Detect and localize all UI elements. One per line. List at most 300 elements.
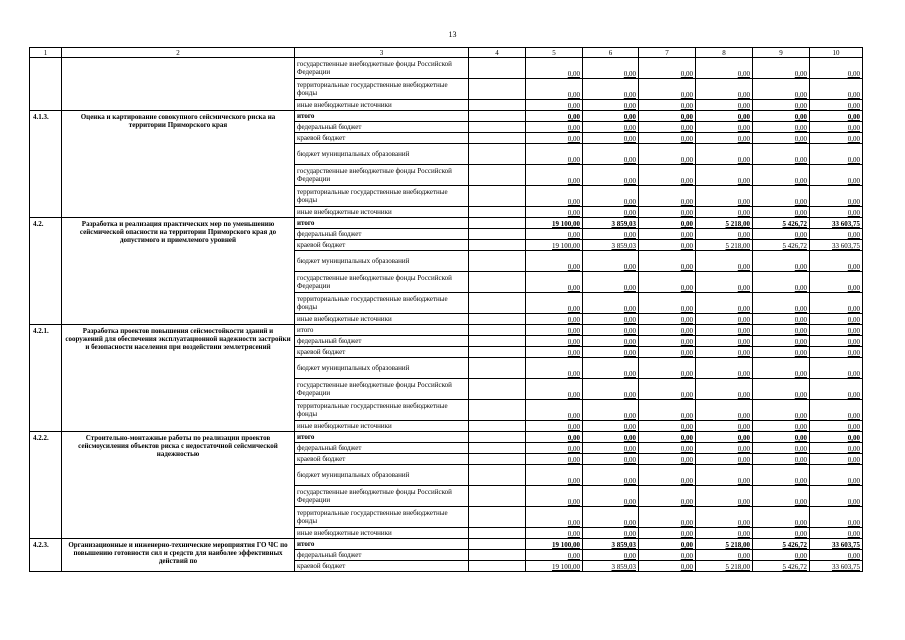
amount-value: 0,00 (794, 391, 807, 399)
amount-value: 5 218,00 (725, 563, 750, 571)
amount-value: 0,00 (623, 316, 636, 324)
amount-value: 0,00 (794, 477, 807, 485)
amount-value: 33 603,75 (832, 220, 860, 228)
item-name: Разработка и реализация практических мер по уменьшению сейсмической опасности на территории Приморского края до допустимого и приемлемого уровней (62, 218, 295, 325)
amount-value: 0,00 (737, 135, 750, 143)
amount-value: 0,00 (847, 530, 860, 538)
amount-value: 0,00 (737, 530, 750, 538)
amount-value: 5 218,00 (725, 541, 750, 549)
amount-value: 0,00 (680, 135, 693, 143)
amount-cell (696, 539, 753, 550)
amount-cell (810, 79, 863, 100)
amount-value: 0,00 (680, 124, 693, 132)
amount-value: 0,00 (567, 113, 580, 121)
amount-value: 0,00 (794, 370, 807, 378)
amount-cell (526, 111, 583, 122)
amount-cell (639, 443, 696, 454)
funding-source: территориальные государственные внебюджетные фонды (295, 293, 469, 314)
amount-value: 0,00 (680, 198, 693, 206)
funding-source: бюджет муниципальных образований (295, 251, 469, 272)
table-body (30, 48, 863, 572)
amount-cell (639, 58, 696, 79)
amount-cell (526, 133, 583, 144)
amount-cell (810, 240, 863, 251)
amount-value: 0,00 (567, 519, 580, 527)
amount-value: 0,00 (794, 445, 807, 453)
amount-value: 0,00 (680, 349, 693, 357)
amount-cell (583, 539, 639, 550)
amount-value: 0,00 (623, 102, 636, 110)
amount-cell (753, 79, 810, 100)
amount-cell (753, 144, 810, 165)
amount-cell (639, 465, 696, 486)
amount-cell (753, 358, 810, 379)
amount-value: 0,00 (737, 349, 750, 357)
amount-value: 0,00 (680, 370, 693, 378)
amount-cell (583, 186, 639, 207)
amount-cell (753, 133, 810, 144)
funding-source: бюджет муниципальных образований (295, 358, 469, 379)
amount-cell (753, 486, 810, 507)
amount-cell (526, 293, 583, 314)
amount-cell (696, 240, 753, 251)
amount-value: 0,00 (567, 135, 580, 143)
amount-value: 33 603,75 (832, 563, 860, 571)
item-code: 4.2.2. (30, 432, 62, 539)
item-name (62, 58, 295, 111)
amount-value: 0,00 (847, 477, 860, 485)
amount-cell (583, 347, 639, 358)
amount-cell (583, 465, 639, 486)
amount-cell (639, 79, 696, 100)
amount-value: 0,00 (737, 231, 750, 239)
amount-cell (583, 240, 639, 251)
amount-value: 0,00 (847, 391, 860, 399)
amount-cell (696, 465, 753, 486)
amount-cell (583, 400, 639, 421)
table-row (30, 325, 863, 336)
amount-cell (810, 325, 863, 336)
amount-value: 0,00 (847, 284, 860, 292)
amount-cell (526, 528, 583, 539)
amount-cell (810, 443, 863, 454)
amount-value: 0,00 (847, 124, 860, 132)
empty-cell (469, 465, 526, 486)
amount-cell (696, 100, 753, 111)
amount-cell (639, 240, 696, 251)
item-code (30, 58, 62, 111)
amount-value: 0,00 (737, 327, 750, 335)
amount-cell (753, 454, 810, 465)
amount-value: 0,00 (680, 231, 693, 239)
funding-source: иные внебюджетные источники (295, 100, 469, 111)
amount-value: 0,00 (680, 102, 693, 110)
amount-value: 0,00 (737, 305, 750, 313)
amount-cell (696, 229, 753, 240)
amount-value: 0,00 (737, 434, 750, 442)
empty-cell (469, 432, 526, 443)
amount-value: 0,00 (794, 231, 807, 239)
amount-value: 0,00 (680, 242, 693, 250)
amount-cell (753, 314, 810, 325)
amount-cell (810, 561, 863, 572)
amount-value: 0,00 (623, 498, 636, 506)
amount-value: 0,00 (680, 284, 693, 292)
amount-value: 0,00 (737, 338, 750, 346)
empty-cell (469, 454, 526, 465)
amount-cell (639, 165, 696, 186)
amount-value: 0,00 (794, 263, 807, 271)
amount-value: 0,00 (737, 113, 750, 121)
amount-cell (526, 507, 583, 528)
amount-cell (583, 561, 639, 572)
amount-cell (810, 293, 863, 314)
amount-cell (753, 58, 810, 79)
amount-value: 0,00 (567, 209, 580, 217)
amount-cell (696, 272, 753, 293)
amount-cell (696, 122, 753, 133)
amount-value: 0,00 (794, 349, 807, 357)
amount-value: 5 426,72 (782, 220, 807, 228)
amount-cell (583, 133, 639, 144)
amount-value: 0,00 (847, 156, 860, 164)
amount-cell (696, 421, 753, 432)
amount-value: 0,00 (847, 552, 860, 560)
amount-cell (696, 218, 753, 229)
funding-source: территориальные государственные внебюджетные фонды (295, 507, 469, 528)
amount-cell (753, 421, 810, 432)
amount-value: 0,00 (794, 552, 807, 560)
amount-value: 0,00 (737, 552, 750, 560)
funding-source: краевой бюджет (295, 133, 469, 144)
amount-value: 0,00 (567, 102, 580, 110)
funding-source: территориальные государственные внебюджетные фонды (295, 79, 469, 100)
amount-cell (583, 293, 639, 314)
amount-cell (583, 325, 639, 336)
amount-cell (583, 443, 639, 454)
amount-value: 0,00 (623, 135, 636, 143)
amount-value: 0,00 (794, 338, 807, 346)
amount-cell (810, 144, 863, 165)
amount-value: 3 859,03 (611, 242, 636, 250)
amount-cell (753, 272, 810, 293)
amount-cell (583, 218, 639, 229)
amount-cell (810, 165, 863, 186)
amount-value: 0,00 (680, 113, 693, 121)
amount-cell (639, 144, 696, 165)
amount-value: 0,00 (737, 102, 750, 110)
funding-source: итого (295, 218, 469, 229)
column-number: 10 (810, 48, 863, 58)
amount-cell (753, 443, 810, 454)
table-row (30, 58, 863, 79)
amount-cell (696, 79, 753, 100)
amount-value: 0,00 (567, 263, 580, 271)
amount-value: 19 100,00 (552, 541, 580, 549)
amount-value: 0,00 (623, 284, 636, 292)
amount-value: 0,00 (623, 327, 636, 335)
empty-cell (469, 336, 526, 347)
amount-cell (526, 550, 583, 561)
amount-cell (810, 507, 863, 528)
amount-value: 0,00 (680, 338, 693, 346)
amount-cell (639, 122, 696, 133)
amount-value: 0,00 (737, 124, 750, 132)
amount-value: 0,00 (680, 316, 693, 324)
funding-source: государственные внебюджетные фонды Российской Федерации (295, 486, 469, 507)
empty-cell (469, 539, 526, 550)
amount-value: 0,00 (623, 338, 636, 346)
amount-value: 0,00 (623, 70, 636, 78)
amount-cell (639, 251, 696, 272)
amount-value: 0,00 (737, 284, 750, 292)
amount-cell (810, 229, 863, 240)
amount-cell (526, 325, 583, 336)
amount-value: 5 218,00 (725, 220, 750, 228)
amount-value: 0,00 (623, 456, 636, 464)
amount-value: 0,00 (680, 391, 693, 399)
amount-value: 0,00 (847, 370, 860, 378)
amount-cell (696, 432, 753, 443)
column-number: 8 (696, 48, 753, 58)
amount-cell (639, 347, 696, 358)
amount-value: 0,00 (680, 156, 693, 164)
amount-value: 0,00 (567, 552, 580, 560)
amount-cell (810, 336, 863, 347)
amount-value: 0,00 (794, 434, 807, 442)
funding-source: итого (295, 325, 469, 336)
empty-cell (469, 100, 526, 111)
amount-cell (810, 314, 863, 325)
amount-cell (526, 165, 583, 186)
amount-value: 0,00 (847, 519, 860, 527)
amount-cell (696, 528, 753, 539)
column-number: 2 (62, 48, 295, 58)
amount-value: 0,00 (680, 209, 693, 217)
amount-cell (696, 336, 753, 347)
amount-cell (696, 293, 753, 314)
amount-cell (639, 358, 696, 379)
empty-cell (469, 507, 526, 528)
amount-value: 0,00 (847, 412, 860, 420)
amount-cell (696, 507, 753, 528)
amount-cell (810, 347, 863, 358)
amount-value: 0,00 (847, 209, 860, 217)
funding-source: итого (295, 539, 469, 550)
amount-value: 19 100,00 (552, 563, 580, 571)
funding-source: федеральный бюджет (295, 336, 469, 347)
amount-value: 0,00 (680, 445, 693, 453)
amount-cell (526, 336, 583, 347)
amount-cell (810, 272, 863, 293)
amount-value: 0,00 (847, 198, 860, 206)
empty-cell (469, 144, 526, 165)
amount-cell (696, 347, 753, 358)
amount-value: 0,00 (567, 434, 580, 442)
amount-cell (583, 421, 639, 432)
amount-value: 0,00 (794, 423, 807, 431)
amount-value: 0,00 (567, 349, 580, 357)
amount-cell (639, 100, 696, 111)
amount-value: 3 859,03 (611, 220, 636, 228)
amount-value: 0,00 (567, 177, 580, 185)
funding-source: бюджет муниципальных образований (295, 144, 469, 165)
amount-cell (583, 379, 639, 400)
amount-cell (639, 561, 696, 572)
amount-cell (810, 133, 863, 144)
amount-cell (810, 379, 863, 400)
amount-cell (583, 336, 639, 347)
amount-cell (583, 111, 639, 122)
amount-cell (696, 111, 753, 122)
item-name: Оценка и картирование совокупного сейсмического риска на территории Приморского края (62, 111, 295, 218)
amount-value: 0,00 (623, 519, 636, 527)
funding-source: государственные внебюджетные фонды Российской Федерации (295, 165, 469, 186)
amount-cell (583, 507, 639, 528)
amount-value: 0,00 (794, 124, 807, 132)
amount-cell (526, 314, 583, 325)
amount-value: 0,00 (567, 91, 580, 99)
item-name: Организационные и инженерно-технические мероприятия ГО ЧС по повышению готовности сил и средств для наиболее эффективных действий по (62, 539, 295, 572)
amount-cell (526, 272, 583, 293)
amount-cell (810, 528, 863, 539)
empty-cell (469, 240, 526, 251)
amount-value: 0,00 (567, 391, 580, 399)
amount-value: 5 218,00 (725, 242, 750, 250)
amount-cell (696, 400, 753, 421)
amount-value: 0,00 (737, 177, 750, 185)
amount-value: 0,00 (680, 327, 693, 335)
amount-value: 0,00 (680, 563, 693, 571)
amount-cell (810, 122, 863, 133)
amount-value: 0,00 (623, 445, 636, 453)
amount-value: 5 426,72 (782, 541, 807, 549)
amount-cell (583, 207, 639, 218)
funding-source: краевой бюджет (295, 240, 469, 251)
funding-source: иные внебюджетные источники (295, 528, 469, 539)
amount-cell (526, 561, 583, 572)
amount-value: 0,00 (567, 316, 580, 324)
empty-cell (469, 314, 526, 325)
amount-value: 0,00 (847, 263, 860, 271)
amount-value: 33 603,75 (832, 242, 860, 250)
item-name: Строительно-монтажные работы по реализации проектов сейсмоусиления объектов риска с недостаточной сейсмической надежностью (62, 432, 295, 539)
amount-cell (526, 218, 583, 229)
amount-cell (639, 325, 696, 336)
amount-cell (810, 58, 863, 79)
empty-cell (469, 325, 526, 336)
amount-value: 0,00 (847, 70, 860, 78)
amount-cell (753, 379, 810, 400)
amount-cell (526, 400, 583, 421)
amount-cell (753, 165, 810, 186)
amount-cell (753, 111, 810, 122)
empty-cell (469, 561, 526, 572)
amount-cell (810, 100, 863, 111)
amount-cell (696, 165, 753, 186)
amount-value: 0,00 (847, 231, 860, 239)
amount-cell (526, 240, 583, 251)
empty-cell (469, 133, 526, 144)
amount-cell (753, 325, 810, 336)
amount-cell (753, 293, 810, 314)
amount-cell (810, 486, 863, 507)
funding-source: территориальные государственные внебюджетные фонды (295, 186, 469, 207)
amount-cell (526, 358, 583, 379)
amount-value: 0,00 (567, 124, 580, 132)
amount-value: 0,00 (794, 135, 807, 143)
amount-cell (639, 293, 696, 314)
table-row (30, 539, 863, 550)
amount-cell (810, 550, 863, 561)
amount-value: 0,00 (567, 498, 580, 506)
amount-cell (810, 465, 863, 486)
item-code: 4.1.3. (30, 111, 62, 218)
empty-cell (469, 293, 526, 314)
amount-value: 0,00 (623, 370, 636, 378)
amount-value: 0,00 (680, 177, 693, 185)
empty-cell (469, 347, 526, 358)
amount-cell (696, 144, 753, 165)
amount-cell (753, 347, 810, 358)
amount-value: 0,00 (567, 338, 580, 346)
empty-cell (469, 272, 526, 293)
empty-cell (469, 421, 526, 432)
amount-cell (639, 336, 696, 347)
amount-value: 0,00 (847, 349, 860, 357)
amount-value: 0,00 (737, 263, 750, 271)
empty-cell (469, 550, 526, 561)
amount-value: 0,00 (623, 391, 636, 399)
amount-value: 0,00 (623, 349, 636, 357)
funding-source: краевой бюджет (295, 347, 469, 358)
amount-cell (639, 400, 696, 421)
amount-cell (696, 358, 753, 379)
amount-cell (753, 507, 810, 528)
amount-cell (639, 207, 696, 218)
amount-cell (696, 325, 753, 336)
empty-cell (469, 165, 526, 186)
amount-value: 0,00 (847, 102, 860, 110)
amount-cell (753, 400, 810, 421)
amount-cell (526, 486, 583, 507)
amount-value: 0,00 (737, 70, 750, 78)
amount-cell (810, 358, 863, 379)
amount-value: 19 100,00 (552, 220, 580, 228)
amount-cell (696, 443, 753, 454)
amount-value: 0,00 (794, 412, 807, 420)
amount-value: 0,00 (680, 434, 693, 442)
amount-cell (583, 229, 639, 240)
amount-value: 0,00 (680, 305, 693, 313)
table-row (30, 218, 863, 229)
amount-cell (583, 454, 639, 465)
amount-value: 0,00 (623, 156, 636, 164)
column-number: 6 (583, 48, 639, 58)
empty-cell (469, 58, 526, 79)
amount-value: 0,00 (847, 456, 860, 464)
amount-cell (583, 314, 639, 325)
amount-cell (696, 207, 753, 218)
funding-source: итого (295, 111, 469, 122)
amount-cell (696, 251, 753, 272)
empty-cell (469, 379, 526, 400)
amount-value: 0,00 (737, 316, 750, 324)
item-name: Разработка проектов повышения сейсмостойкости зданий и сооружений для обеспечения эксплуатационной надежности застройки и безопасности населения при воздействии землетрясений (62, 325, 295, 432)
amount-cell (639, 454, 696, 465)
amount-cell (526, 122, 583, 133)
amount-value: 0,00 (794, 102, 807, 110)
